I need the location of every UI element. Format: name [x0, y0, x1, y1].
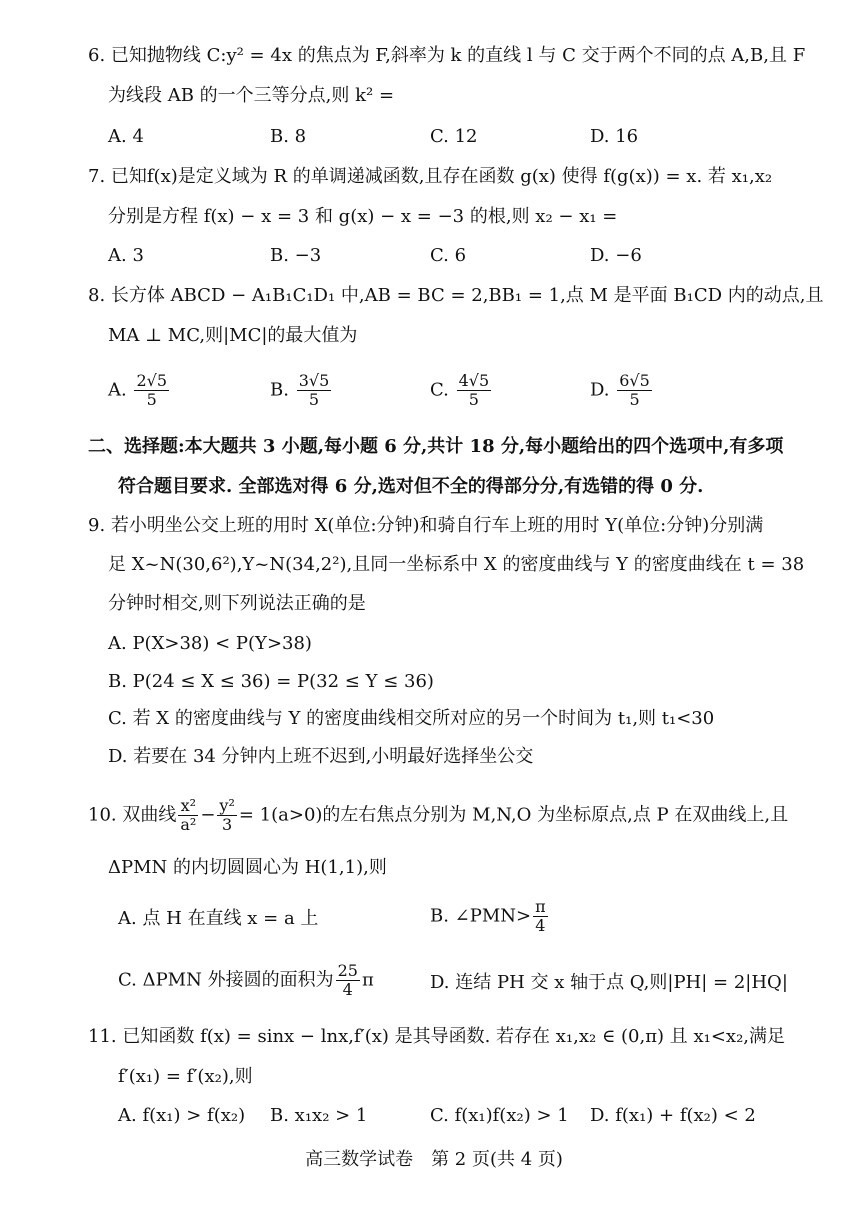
q9-option-c: C. 若 X 的密度曲线与 Y 的密度曲线相交所对应的另一个时间为 t₁,则 t₁<30 [108, 708, 715, 729]
q10-option-c-denominator: 4 [342, 980, 353, 999]
section2-heading-line2: 符合题目要求. 全部选对得 6 分,选对但不全的得部分分,有选错的得 0 分. [118, 476, 704, 497]
q10-line1 [88, 797, 788, 834]
q8-option-b-fraction [297, 372, 332, 409]
q8-option-c-fraction [457, 372, 492, 409]
q8-option-b-denominator: 5 [308, 390, 320, 409]
q10-option-c-fraction [336, 962, 360, 999]
q6-option-c: C. 12 [430, 126, 478, 147]
q10-fraction-x [178, 797, 198, 834]
q10-option-b [430, 898, 550, 935]
q8-option-c [430, 372, 493, 409]
q8-option-c-denominator: 5 [468, 390, 479, 409]
q10-option-b-denominator: 4 [535, 916, 546, 935]
q9-option-b: B. P(24 ≤ X ≤ 36) = P(32 ≤ Y ≤ 36) [108, 671, 434, 692]
q8-option-d-fraction [617, 372, 652, 409]
q10-frac2-denominator: 3 [222, 815, 233, 834]
q10-frac1-denominator: a² [180, 815, 197, 834]
q10-line2: ΔPMN 的内切圆圆心为 H(1,1),则 [108, 857, 387, 878]
q8-option-a-numerator: 2√5 [136, 371, 168, 390]
q7-option-d: D. −6 [590, 245, 642, 266]
q8-option-a-fraction [134, 372, 169, 409]
q6-option-b: B. 8 [270, 126, 307, 147]
q10-prefix: 10. 双曲线 [88, 804, 177, 826]
q11-option-b: B. x₁x₂ > 1 [270, 1105, 368, 1126]
q10-frac1-numerator: x² [178, 797, 198, 816]
q10-option-c-numerator: 25 [337, 961, 358, 980]
q7-line1: 7. 已知f(x)是定义域为 R 的单调递减函数,且存在函数 g(x) 使得 f(g(x)) = x. 若 x₁,x₂ [88, 166, 773, 187]
q7-option-c: C. 6 [430, 245, 467, 266]
q10-minus: − [200, 804, 216, 826]
page-footer: 高三数学试卷 第 2 页(共 4 页) [305, 1149, 563, 1170]
q8-option-c-label: C. [430, 379, 449, 401]
q7-option-a: A. 3 [108, 245, 144, 266]
q11-line2: f′(x₁) = f′(x₂),则 [118, 1066, 253, 1087]
q11-line1: 11. 已知函数 f(x) = sinx − lnx,f′(x) 是其导函数. 若存在 x₁,x₂ ∈ (0,π) 且 x₁<x₂,满足 [88, 1026, 786, 1047]
q11-option-d: D. f(x₁) + f(x₂) < 2 [590, 1105, 756, 1126]
q8-line1: 8. 长方体 ABCD − A₁B₁C₁D₁ 中,AB = BC = 2,BB₁ = 1,点 M 是平面 B₁CD 内的动点,且 [88, 285, 824, 306]
q10-option-b-numerator: π [535, 897, 546, 916]
q10-option-b-prefix: B. ∠PMN> [430, 905, 532, 927]
q8-option-b-numerator: 3√5 [298, 371, 330, 390]
q10-option-b-fraction [533, 898, 548, 935]
q6-option-d: D. 16 [590, 126, 639, 147]
q8-option-d-denominator: 5 [629, 390, 640, 409]
q8-option-d [590, 372, 654, 409]
q6-line2: 为线段 AB 的一个三等分点,则 k² = [108, 85, 395, 106]
q10-option-c [118, 962, 374, 999]
q9-line2: 足 X~N(30,6²),Y~N(34,2²),且同一坐标系中 X 的密度曲线与 Y 的密度曲线在 t = 38 [108, 554, 805, 575]
section2-heading-line1: 二、选择题:本大题共 3 小题,每小题 6 分,共计 18 分,每小题给出的四个选项中,有多项 [88, 436, 784, 457]
q8-option-d-label: D. [590, 379, 610, 401]
q11-option-a: A. f(x₁) > f(x₂) [118, 1105, 246, 1126]
q10-option-c-suffix: π [361, 969, 374, 991]
q10-option-c-prefix: C. ΔPMN 外接圆的面积为 [118, 969, 334, 991]
q9-line3: 分钟时相交,则下列说法正确的是 [108, 593, 366, 614]
q10-suffix: = 1(a>0)的左右焦点分别为 M,N,O 为坐标原点,点 P 在双曲线上,且 [238, 804, 789, 826]
q9-option-a: A. P(X>38) < P(Y>38) [108, 633, 312, 654]
q9-line1: 9. 若小明坐公交上班的用时 X(单位:分钟)和骑自行车上班的用时 Y(单位:分钟)分别满 [88, 515, 764, 536]
q9-option-d: D. 若要在 34 分钟内上班不迟到,小明最好选择坐公交 [108, 746, 534, 767]
q8-option-d-numerator: 6√5 [619, 371, 650, 390]
q10-option-d: D. 连结 PH 交 x 轴于点 Q,则|PH| = 2|HQ| [430, 972, 788, 993]
q11-option-c: C. f(x₁)f(x₂) > 1 [430, 1105, 569, 1126]
q8-option-a [108, 372, 171, 409]
q6-line1: 6. 已知抛物线 C:y² = 4x 的焦点为 F,斜率为 k 的直线 l 与 C 交于两个不同的点 A,B,且 F [88, 45, 806, 66]
q7-line2: 分别是方程 f(x) − x = 3 和 g(x) − x = −3 的根,则 x₂ − x₁ = [108, 206, 618, 227]
q8-line2: MA ⊥ MC,则|MC|的最大值为 [108, 325, 358, 346]
q6-option-a: A. 4 [108, 126, 144, 147]
q10-fraction-y [217, 797, 236, 834]
q8-option-a-label: A. [108, 379, 127, 401]
q10-frac2-numerator: y² [219, 796, 235, 815]
q8-option-c-numerator: 4√5 [458, 371, 490, 390]
q8-option-b-label: B. [270, 379, 289, 401]
q8-option-a-denominator: 5 [146, 390, 157, 409]
q7-option-b: B. −3 [270, 245, 322, 266]
q10-option-a: A. 点 H 在直线 x = a 上 [118, 908, 319, 929]
q8-option-b [270, 372, 333, 409]
